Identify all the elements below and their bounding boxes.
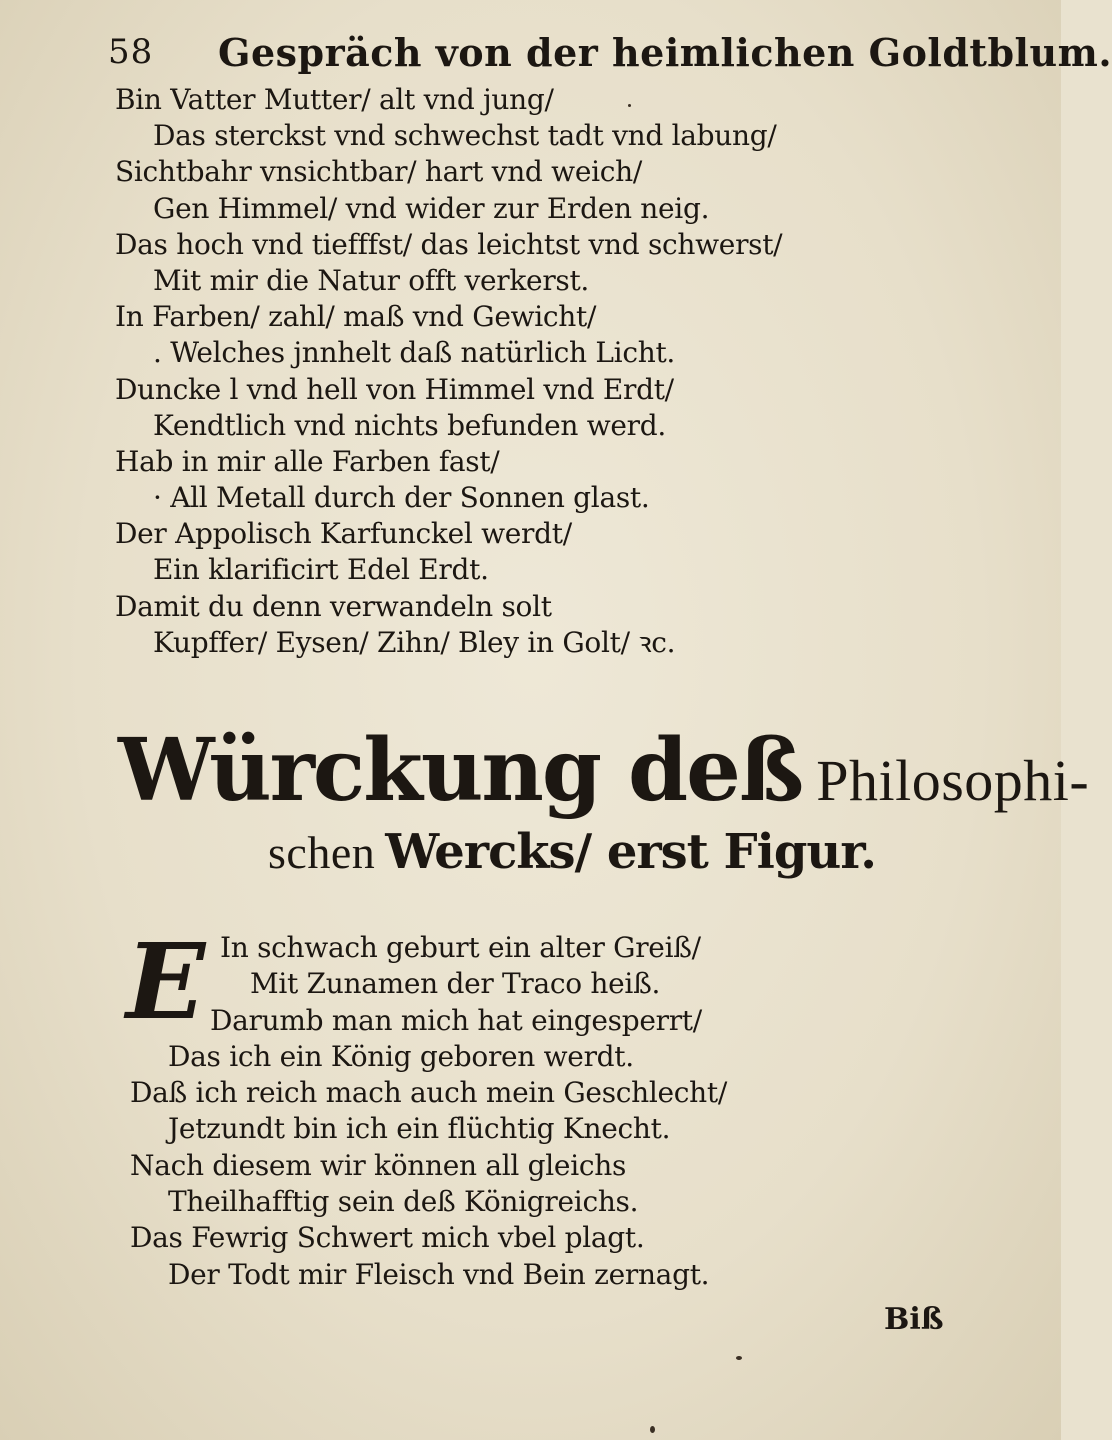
verse-line: Damit du denn verwandeln solt <box>115 589 552 623</box>
ink-speck <box>628 104 631 107</box>
verse-block-1 <box>115 82 783 661</box>
verse-line: Nach diesem wir können all gleichs <box>130 1148 627 1182</box>
page-header <box>100 18 1112 78</box>
verse-line: Ein klarificirt Edel Erdt. <box>153 553 489 587</box>
ink-speck <box>736 1356 742 1360</box>
running-head: Gespräch von der heimlichen Goldtblum. <box>218 30 1112 75</box>
verse-line: Jetzundt bin ich ein flüchtig Knecht. <box>168 1112 671 1146</box>
verse-line: . Welches jnnhelt daß natürlich Licht. <box>153 336 675 370</box>
verse-line: Das sterckst vnd schwechst tadt vnd labung/ <box>153 119 777 153</box>
verse-line: Der Appolisch Karfunckel werdt/ <box>115 517 572 551</box>
verse-line: Mit Zunamen der Traco heiß. <box>250 967 661 1001</box>
verse-line: Kupffer/ Eysen/ Zihn/ Bley in Golt/ ꝛc. <box>153 625 676 659</box>
verse-line: Mit mir die Natur offt verkerst. <box>153 263 590 297</box>
verse-line: In schwach geburt ein alter Greiß/ <box>220 931 701 964</box>
verse-line: Das Fewrig Schwert mich vbel plagt. <box>130 1221 645 1255</box>
title-line-1 <box>118 720 1090 830</box>
verse-line: · All Metall durch der Sonnen glast. <box>153 481 650 515</box>
verse-block-2 <box>130 930 730 1293</box>
title-roman-continuation: schen <box>268 827 376 878</box>
verse-line: Bin Vatter Mutter/ alt vnd jung/ <box>115 83 554 116</box>
verse-line: Hab in mir alle Farben fast/ <box>115 444 500 478</box>
title-roman: Philosophi- <box>816 748 1090 813</box>
page-number: 58 <box>108 32 154 72</box>
title-line-2 <box>268 824 958 880</box>
verse-line: Gen Himmel/ vnd wider zur Erden neig. <box>153 191 710 225</box>
title-fraktur-continuation: Wercks/ erst Figur. <box>385 824 876 880</box>
title-fraktur: Würckung deß <box>118 720 803 821</box>
verse-line: Das ich ein König geboren werdt. <box>168 1039 634 1073</box>
verse-line: Daß ich reich mach auch mein Geschlecht/ <box>130 1076 728 1110</box>
verse-line: Theilhafftig sein deß Königreichs. <box>168 1185 639 1219</box>
drop-cap-initial: E <box>126 920 206 1043</box>
verse-line: In Farben/ zahl/ maß vnd Gewicht/ <box>115 300 597 334</box>
verse-line: Der Todt mir Fleisch vnd Bein zernagt. <box>168 1257 710 1291</box>
section-title <box>118 720 1090 880</box>
ink-speck <box>650 1426 655 1433</box>
verse-line: Sichtbahr vnsichtbar/ hart vnd weich/ <box>115 155 642 189</box>
verse-line: Darumb man mich hat eingesperrt/ <box>210 1003 702 1037</box>
catchword: Biß <box>884 1302 944 1337</box>
verse-line: Das hoch vnd tiefffst/ das leichtst vnd schwerst/ <box>115 227 783 261</box>
verse-line: Duncke l vnd hell von Himmel vnd Erdt/ <box>115 372 674 406</box>
verse-line: Kendtlich vnd nichts befunden werd. <box>153 408 666 442</box>
